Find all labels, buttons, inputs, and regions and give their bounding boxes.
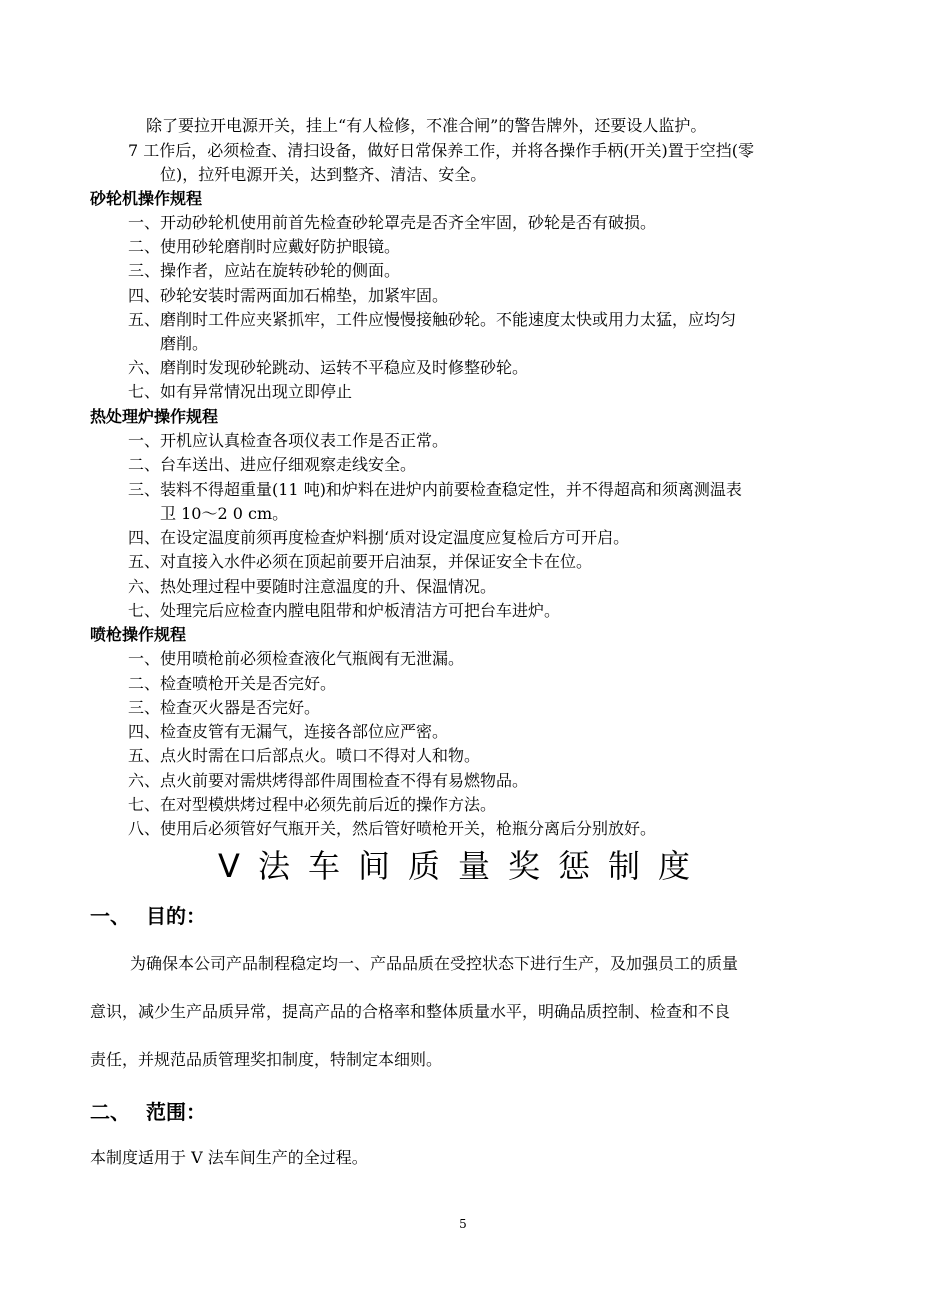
part-number: 二、 [90,1100,130,1124]
list-item: 五、对直接入水件必须在顶起前要开启油泵，并保证安全卡在位。 [128,552,593,571]
list-item: 八、使用后必须管好气瓶开关，然后管好喷枪开关，枪瓶分离后分别放好。 [128,819,657,838]
list-item: 七、处理完后应检查内膛电阻带和炉板清洁方可把台车进炉。 [128,601,561,620]
list-item: 三、检查灭火器是否完好。 [128,698,321,717]
part-heading-purpose [90,902,206,930]
list-item: 五、磨削时工件应夹紧抓牢，工件应慢慢接触砂轮。不能速度太快或用力太猛，应均匀 [128,310,737,329]
part-title: 目的： [146,904,206,928]
list-item: 七、在对型模烘烤过程中必须先前后近的操作方法。 [128,795,497,814]
section-heading-spray-gun: 喷枪操作规程 [90,625,187,644]
list-item: 三、操作者，应站在旋转砂轮的侧面。 [128,261,401,280]
list-item: 二、使用砂轮磨削时应戴好防护眼镜。 [128,237,401,256]
list-item: 二、检查喷枪开关是否完好。 [128,674,337,693]
list-item: 二、台车送出、进应仔细观察走线安全。 [128,455,417,474]
list-item: 四、在设定温度前须再度检查炉料捌‘质对设定温度应复检后方可开启。 [128,528,630,547]
list-item: 四、砂轮安装时需两面加石棉垫，加紧牢固。 [128,286,449,305]
part-number: 一、 [90,904,130,928]
list-item: 六、点火前要对需烘烤得部件周围检查不得有易燃物品。 [128,771,529,790]
paragraph-line: 为确保本公司产品制程稳定均一、产品品质在受控状态下进行生产，及加强员工的质量 [130,954,739,973]
intro-line: 位)，拉歼电源开关，达到整齐、清洁、安全。 [160,165,487,184]
list-item: 四、检查皮管有无漏气，连接各部位应严密。 [128,722,449,741]
list-item-continuation: 磨削。 [160,334,209,353]
list-item: 三、装料不得超重量(11 吨)和炉料在进炉内前要检查稳定性，并不得超高和须离测温表 [128,480,742,499]
intro-line: 除了要拉开电源开关，挂上“有人检修，不准合闸”的警告牌外，还要设人监护。 [146,116,707,135]
list-item: 一、开机应认真检查各项仪表工作是否正常。 [128,431,449,450]
part-heading-scope [90,1098,206,1126]
list-item: 一、使用喷枪前必须检查液化气瓶阀有无泄漏。 [128,649,465,668]
intro-line: 7 工作后，必须检查、清扫设备，做好日常保养工作，并将各操作手柄(开关)置于空挡(零 [128,141,754,160]
section-heading-furnace: 热处理炉操作规程 [90,407,219,426]
part-title: 范围： [146,1100,206,1124]
list-item: 六、热处理过程中要随时注意温度的升、保温情况。 [128,577,497,596]
list-item: 一、开动砂轮机使用前首先检查砂轮罩壳是否齐全牢固，砂轮是否有破损。 [128,213,657,232]
list-item-continuation: 卫 10～2 0 cm。 [160,504,289,523]
document-title: V法车间质量奖惩制度 [218,847,708,885]
list-item: 六、磨削时发现砂轮跳动、运转不平稳应及时修整砂轮。 [128,358,529,377]
paragraph-line: 意识，减少生产品质异常，提高产品的合格率和整体质量水平，明确品质控制、检查和不良 [90,1002,731,1021]
paragraph-line: 责任，并规范品质管理奖扣制度，特制定本细则。 [90,1050,443,1069]
section-heading-grinder: 砂轮机操作规程 [90,189,203,208]
page-number: 5 [459,1217,467,1231]
paragraph-line: 本制度适用于 V 法车间生产的全过程。 [90,1148,368,1167]
list-item: 五、点火时需在口后部点火。喷口不得对人和物。 [128,746,481,765]
list-item: 七、如有异常情况出现立即停止 [128,382,353,401]
